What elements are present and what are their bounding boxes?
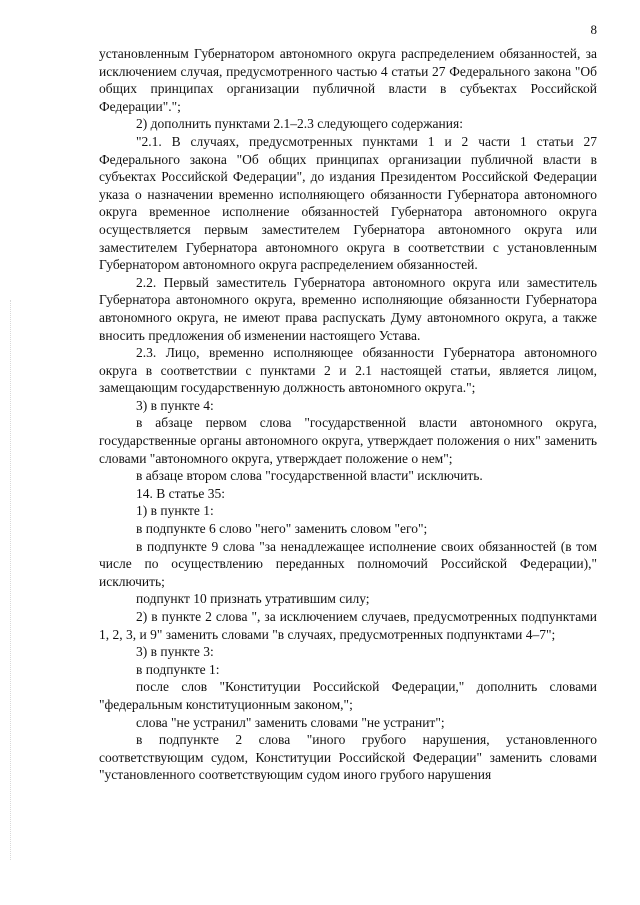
paragraph-6: 3) в пункте 4: <box>136 397 214 413</box>
paragraph-10: 1) в пункте 1: <box>136 503 214 519</box>
paragraph-4: 2.2. Первый заместитель Губернатора автономного округа или заместитель Губернатора автономного округа, временно исполняющие обязанности Губернатора автономного округа, не имеют права распускать Думу автономного округа, а также вносить предложения об изменении настоящего Устава. <box>99 274 597 343</box>
paragraph-16: в подпункте 1: <box>136 661 220 677</box>
paragraph-7: в абзаце первом слова "государственной власти автономного округа, государственные органы автономного округа, утверждает положения о них" заменить словами "автономного округа, утверждает положение о нем"; <box>99 415 597 466</box>
paragraph-17: после слов "Конституции Российской Федерации," дополнить словами "федеральным конституционным законом,"; <box>99 679 597 712</box>
paragraph-11: в подпункте 6 слово "него" заменить словом "его"; <box>136 521 428 537</box>
document-body <box>99 45 597 784</box>
paragraph-18: слова "не устранил" заменить словами "не устранит"; <box>136 714 445 730</box>
page-number: 8 <box>590 22 597 37</box>
scan-margin-mark <box>10 300 12 860</box>
paragraph-1: установленным Губернатором автономного округа распределением обязанностей, за исключением случая, предусмотренного частью 4 статьи 27 Федерального закона "Об общих принципах организации публичной власти в субъектах Российской Федерации"."; <box>99 46 597 114</box>
paragraph-13: подпункт 10 признать утратившим силу; <box>136 591 370 607</box>
paragraph-9: 14. В статье 35: <box>136 485 226 501</box>
paragraph-8: в абзаце втором слова "государственной власти" исключить. <box>136 468 483 484</box>
paragraph-15: 3) в пункте 3: <box>136 644 214 660</box>
paragraph-12: в подпункте 9 слова "за ненадлежащее исполнение своих обязанностей (в том числе по осуществлению переданных полномочий Российской Федерации)," исключить; <box>99 538 597 589</box>
paragraph-2: 2) дополнить пунктами 2.1–2.3 следующего содержания: <box>136 116 463 132</box>
paragraph-19: в подпункте 2 слова "иного грубого нарушения, установленного соответствующим судом, Конституции Российской Федерации" заменить словами "установленного соответствующим судом иного грубого нарушения <box>99 732 597 783</box>
paragraph-3: "2.1. В случаях, предусмотренных пунктами 1 и 2 части 1 статьи 27 Федерального закона "Об общих принципах организации публичной власти в субъектах Российской Федерации", до издания Президентом Российской Федерации указа о назначении временно исполняющего обязанности Губернатора автономного округа временное исполнение обязанностей Губернатора автономного округа осуществляется первым заместителем Губернатора автономного округа или заместителем Губернатора автономного округа в соответствии с установленным Губернатором автономного округа распределением обязанностей. <box>99 133 597 273</box>
paragraph-5: 2.3. Лицо, временно исполняющее обязанности Губернатора автономного округа в соответствии с пунктами 2 и 2.1 настоящей статьи, является лицом, замещающим государственную должность автономного округа."; <box>99 345 597 396</box>
paragraph-14: 2) в пункте 2 слова ", за исключением случаев, предусмотренных подпунктами 1, 2, 3, и 9" заменить словами "в случаях, предусмотренных подпунктами 4–7"; <box>99 609 597 642</box>
